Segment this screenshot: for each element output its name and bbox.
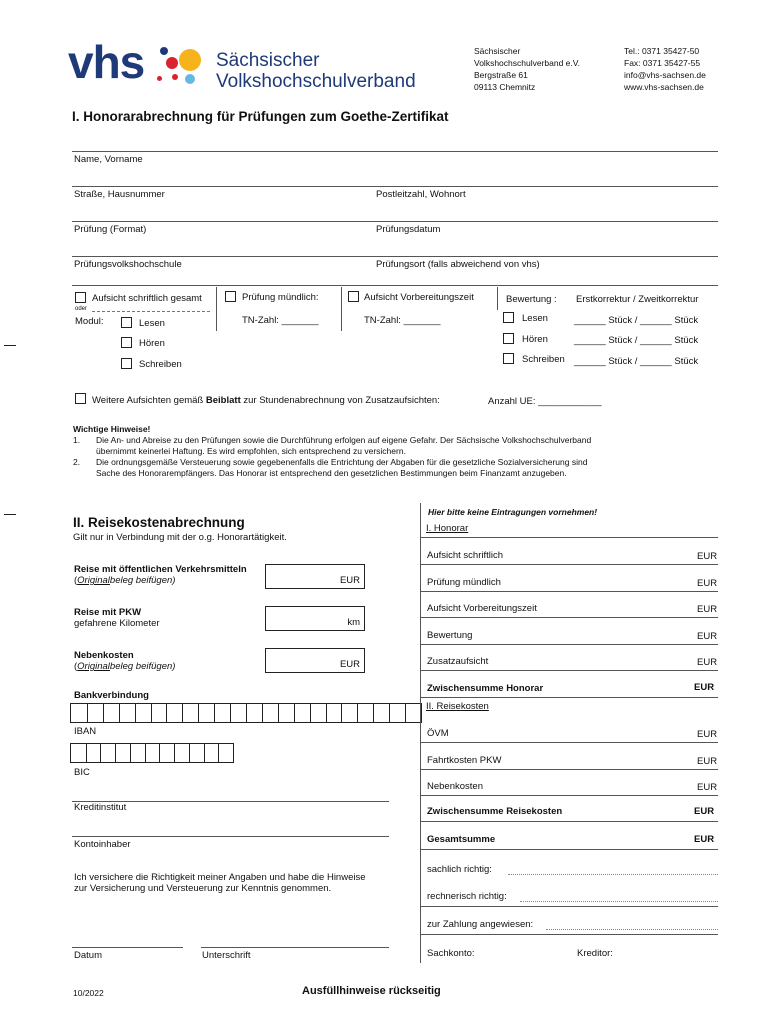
logo-line1: Sächsischer: [216, 50, 320, 71]
logo-dot-red: [166, 57, 178, 69]
exam-format-field[interactable]: Prüfung (Format): [74, 224, 147, 235]
office-row-line: [420, 821, 718, 822]
factual-check-label: sachlich richtig:: [427, 864, 492, 875]
section2-title: II. Reisekostenabrechnung: [73, 515, 245, 530]
column-separator: [341, 287, 342, 331]
bank-title: Bankverbindung: [74, 690, 149, 701]
account-label: Sachkonto:: [427, 948, 475, 959]
eur-unit: EUR: [339, 659, 360, 670]
office-total: Gesamtsumme: [427, 834, 496, 845]
bic-input[interactable]: [70, 743, 234, 763]
office-row-line: [420, 906, 718, 907]
address-line: Sächsischer: [474, 46, 521, 56]
char-cell-divider: [100, 744, 101, 762]
char-cell-divider: [230, 704, 231, 722]
street-field[interactable]: Straße, Hausnummer: [74, 189, 165, 200]
office-row-line: [420, 670, 718, 671]
rating-schreiben-count[interactable]: ______ Stück / ______ Stück: [574, 356, 699, 367]
char-cell-divider: [103, 704, 104, 722]
email-link[interactable]: info@vhs-sachsen.de: [624, 70, 706, 80]
assurance-line: zur Versicherung und Versteuerung zur Kenntnis genommen.: [74, 883, 332, 894]
beleg-original: Original: [77, 661, 110, 672]
rating-lesen-label: Lesen: [522, 313, 548, 324]
modul-label: Modul:: [75, 316, 104, 327]
side-costs-note: [74, 661, 175, 672]
address-line: 09113 Chemnitz: [474, 82, 536, 92]
fold-mark: [4, 345, 16, 346]
beleg-rest: beleg beifügen): [109, 575, 176, 586]
office-row-line: [420, 697, 718, 698]
modul-schreiben-checkbox[interactable]: [121, 358, 132, 369]
holder-line: [72, 836, 389, 837]
rating-label: Bewertung :: [506, 294, 557, 305]
further-text-before: Weitere Aufsichten gemäß: [92, 395, 206, 406]
address-block: [474, 45, 580, 93]
arith-check-line[interactable]: [520, 901, 718, 902]
name-field[interactable]: Name, Vorname: [74, 154, 143, 165]
office-subtotal-honorar: Zwischensumme Honorar: [427, 683, 544, 694]
beleg-rest: beleg beifügen): [109, 661, 176, 672]
logo-dot-red-small: [172, 74, 178, 80]
notes-title: Wichtige Hinweise!: [73, 424, 151, 434]
logo-dot-red-tiny: [157, 76, 162, 81]
further-text-bold: Beiblatt: [205, 395, 241, 406]
note-line: Die ordnungsgemäße Versteuerung sowie gegebenenfalls die Entrichtung der Abgaben für die gesetzliche Sozialversicherung sind: [96, 457, 588, 467]
signature-line: [201, 947, 389, 948]
contact-block: [624, 45, 706, 93]
arith-check-label: rechnerisch richtig:: [427, 891, 507, 902]
pkw-km-input[interactable]: [265, 606, 365, 631]
char-cell-divider: [145, 744, 146, 762]
phone: Tel.: 0371 35427-50: [624, 46, 700, 56]
char-cell-divider: [326, 704, 327, 722]
char-cell-divider: [87, 704, 88, 722]
logo-letters: vhs: [68, 36, 145, 88]
logo-dot-lightblue: [185, 74, 195, 84]
char-cell-divider: [119, 704, 120, 722]
prep-supervision-label: Aufsicht Vorbereitungszeit: [364, 292, 474, 303]
signature-label[interactable]: Unterschrift: [202, 950, 251, 961]
char-cell-divider: [357, 704, 358, 722]
office-row-label: Aufsicht schriftlich: [427, 550, 504, 561]
office-reise-title: II. Reisekosten: [426, 701, 489, 712]
office-row-eur: EUR: [697, 577, 718, 589]
note-num: 2.: [73, 457, 81, 467]
bic-label: BIC: [74, 767, 90, 778]
logo-dot-orange: [179, 49, 201, 71]
holder-label[interactable]: Kontoinhaber: [74, 839, 131, 850]
address-line: Volkshochschulverband e.V.: [474, 58, 581, 68]
further-text-after: zur Stundenabrechnung von Zusatzaufsichten:: [240, 395, 440, 406]
office-row-eur: EUR: [697, 729, 718, 740]
further-supervision-label: [92, 395, 440, 406]
modul-hoeren-checkbox[interactable]: [121, 337, 132, 348]
pkw-subtitle: gefahrene Kilometer: [74, 618, 160, 629]
divider: [72, 256, 718, 257]
iban-input[interactable]: [70, 703, 422, 723]
logo-dot-blue: [160, 47, 168, 55]
public-transport-input[interactable]: [265, 564, 365, 589]
exam-date-field[interactable]: Prüfungsdatum: [376, 224, 441, 235]
char-cell-divider: [159, 744, 160, 762]
oral-exam-checkbox[interactable]: [225, 291, 236, 302]
side-costs-title: Nebenkosten: [74, 650, 134, 661]
factual-check-line[interactable]: [508, 874, 718, 875]
payment-label: zur Zahlung angewiesen:: [427, 919, 534, 930]
note-line: Sache des Honorarempfängers. Das Honorar ist entsprechend den gesetzlichen Bestimmungen beim Finanzamt anzugeben.: [96, 468, 567, 478]
office-row-line: [420, 644, 718, 645]
char-cell-divider: [405, 704, 406, 722]
note-line: Die An- und Abreise zu den Prüfungen sowie die Durchführung erfolgen auf eigene Gefahr. Der Sächsische Volkshochschulverband: [96, 435, 592, 445]
exam-place-field[interactable]: Prüfungsort (falls abweichend von vhs): [376, 259, 540, 270]
office-subtotal-honorar-eur: EUR: [694, 682, 715, 693]
office-row-label: Prüfung mündlich: [427, 576, 501, 588]
date-label[interactable]: Datum: [74, 950, 102, 961]
office-border: [420, 503, 421, 963]
office-row-label: Aufsicht Vorbereitungszeit: [427, 603, 537, 614]
divider: [72, 186, 718, 187]
rating-hoeren-label: Hören: [522, 334, 548, 345]
rating-hoeren-checkbox[interactable]: [503, 333, 514, 344]
or-line: [92, 311, 210, 312]
oral-exam-label: Prüfung mündlich:: [242, 292, 319, 303]
public-transport-title: Reise mit öffentlichen Verkehrsmitteln: [74, 564, 247, 575]
office-honorar-title: I. Honorar: [426, 523, 469, 534]
rating-lesen-count[interactable]: ______ Stück / ______ Stück: [574, 315, 699, 326]
further-supervision-checkbox[interactable]: [75, 393, 86, 404]
divider: [72, 221, 718, 222]
address-line: Bergstraße 61: [474, 70, 528, 80]
pkw-title: Reise mit PKW: [74, 607, 142, 618]
payment-line[interactable]: [546, 929, 718, 930]
paren: (: [74, 575, 78, 586]
char-cell-divider: [166, 704, 167, 722]
char-cell-divider: [310, 704, 311, 722]
office-total-eur: EUR: [694, 834, 715, 845]
divider: [72, 151, 718, 152]
office-note: Hier bitte keine Eintragungen vornehmen!: [428, 507, 598, 517]
written-supervision-checkbox[interactable]: [75, 292, 86, 303]
assurance-line: Ich versichere die Richtigkeit meiner Angaben und habe die Hinweise: [74, 872, 366, 883]
office-row-label: Nebenkosten: [427, 781, 483, 792]
char-cell-divider: [115, 744, 116, 762]
office-row-eur: EUR: [697, 755, 718, 767]
office-row-line: [420, 617, 718, 618]
exam-school-field[interactable]: Prüfungsvolkshochschule: [74, 259, 182, 270]
divider: [72, 285, 718, 286]
office-row-eur: EUR: [697, 630, 718, 642]
office-row-line: [420, 849, 718, 850]
further-count[interactable]: Anzahl UE: ____________: [488, 396, 602, 407]
postal-field[interactable]: Postleitzahl, Wohnort: [376, 189, 466, 200]
public-transport-note: [74, 575, 175, 586]
version-label: 10/2022: [73, 988, 104, 998]
oral-tn-count[interactable]: TN-Zahl: _______: [242, 315, 319, 326]
char-cell-divider: [189, 744, 190, 762]
or-label: oder: [75, 306, 88, 312]
office-row-line: [420, 591, 718, 592]
modul-hoeren-label: Hören: [139, 338, 165, 349]
paren: (: [74, 661, 78, 672]
side-costs-input[interactable]: [265, 648, 365, 673]
note-line: übernimmt keinerlei Haftung. Es wird empfohlen, sich entsprechend zu versichern.: [96, 446, 406, 456]
date-line: [72, 947, 183, 948]
char-cell-divider: [174, 744, 175, 762]
beleg-original: Original: [77, 575, 110, 586]
char-cell-divider: [246, 704, 247, 722]
char-cell-divider: [182, 704, 183, 722]
logo-line2: Volkshochschulverband: [216, 71, 416, 92]
char-cell-divider: [86, 744, 87, 762]
modul-lesen-checkbox[interactable]: [121, 317, 132, 328]
office-subtotal-reise: Zwischensumme Reisekosten: [427, 806, 563, 817]
char-cell-divider: [294, 704, 295, 722]
note-num: 1.: [73, 435, 81, 445]
char-cell-divider: [389, 704, 390, 722]
char-cell-divider: [214, 704, 215, 722]
rating-schreiben-label: Schreiben: [522, 354, 565, 365]
office-subtotal-reise-eur: EUR: [694, 806, 715, 817]
office-row-label: Zusatzaufsicht: [427, 656, 489, 667]
fax: Fax: 0371 35427-55: [624, 58, 701, 68]
office-row-label: Fahrtkosten PKW: [427, 754, 502, 766]
written-supervision-label: Aufsicht schriftlich gesamt: [92, 293, 202, 304]
office-row-label: ÖVM: [427, 728, 449, 739]
office-row-line: [420, 795, 718, 796]
institute-label[interactable]: Kreditinstitut: [74, 802, 127, 813]
char-cell-divider: [204, 744, 205, 762]
eur-unit: EUR: [339, 575, 360, 586]
office-row-line: [420, 742, 718, 743]
prep-supervision-checkbox[interactable]: [348, 291, 359, 302]
creditor-label: Kreditor:: [577, 948, 613, 959]
column-separator: [497, 287, 498, 310]
footer-hint: Ausfüllhinweise rückseitig: [302, 985, 441, 997]
correction-label: Erstkorrektur / Zweitkorrektur: [576, 294, 699, 305]
office-row-line: [420, 564, 718, 565]
char-cell-divider: [151, 704, 152, 722]
rating-lesen-checkbox[interactable]: [503, 312, 514, 323]
office-row-eur: EUR: [697, 782, 718, 793]
office-row-eur: EUR: [697, 551, 718, 562]
modul-lesen-label: Lesen: [139, 318, 165, 329]
office-row-label: Bewertung: [427, 629, 473, 641]
char-cell-divider: [130, 744, 131, 762]
website-link[interactable]: www.vhs-sachsen.de: [624, 82, 704, 92]
rating-hoeren-count[interactable]: ______ Stück / ______ Stück: [574, 335, 699, 346]
office-row-line: [420, 934, 718, 935]
rating-schreiben-checkbox[interactable]: [503, 353, 514, 364]
char-cell-divider: [278, 704, 279, 722]
fold-mark: [4, 514, 16, 515]
office-row-line: [420, 769, 718, 770]
section2-subtitle: Gilt nur in Verbindung mit der o.g. Honorartätigkeit.: [73, 532, 287, 543]
iban-label: IBAN: [74, 726, 97, 737]
char-cell-divider: [262, 704, 263, 722]
office-row-line: [420, 537, 718, 538]
section1-title: I. Honorarabrechnung für Prüfungen zum Goethe-Zertifikat: [72, 109, 449, 124]
office-row-eur: EUR: [697, 604, 718, 615]
prep-tn-count[interactable]: TN-Zahl: _______: [364, 315, 441, 326]
modul-schreiben-label: Schreiben: [139, 359, 182, 370]
km-unit: km: [347, 617, 360, 628]
char-cell-divider: [373, 704, 374, 722]
char-cell-divider: [198, 704, 199, 722]
char-cell-divider: [218, 744, 219, 762]
column-separator: [216, 287, 217, 331]
assurance-text: [74, 872, 366, 894]
office-row-eur: EUR: [697, 657, 718, 668]
char-cell-divider: [341, 704, 342, 722]
char-cell-divider: [135, 704, 136, 722]
